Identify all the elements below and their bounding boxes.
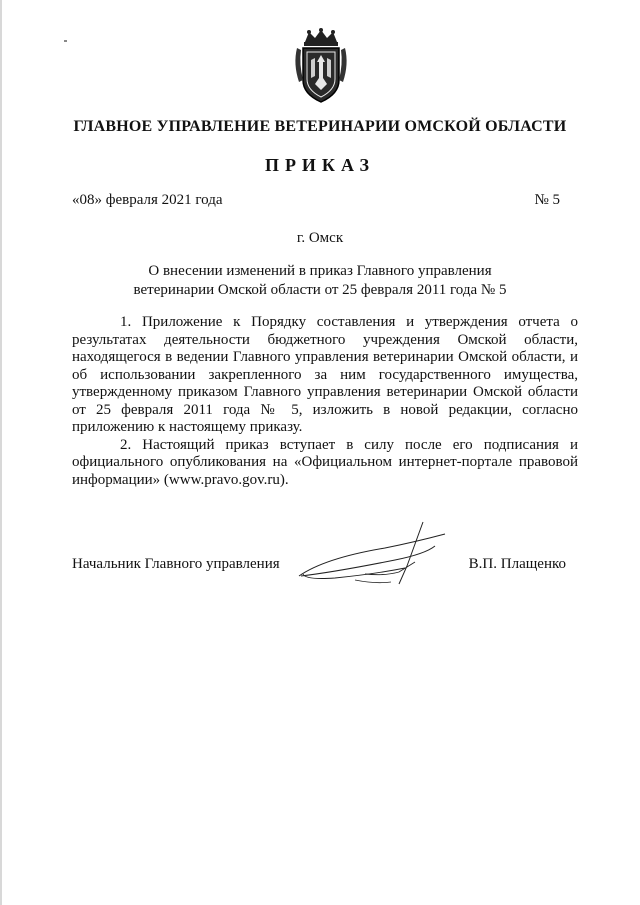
body-paragraph-1: 1. Приложение к Порядку составления и утверждения отчета о результатах деятельности бюджетного учреждения Омской области, находящегося в ведении Главного управления ветеринарии Омской области, и об использовании закрепленного за ним государственного имущества, утвержденному приказом Главного управления ветеринарии Омской области от 25 февраля 2011 года № 5, изложить в новой редакции, согласно приложению к настоящему приказу.: [72, 314, 578, 435]
coat-of-arms-icon: [291, 28, 351, 104]
signatory-name: В.П. Плащенко: [468, 556, 566, 572]
subject-line-2: ветеринарии Омской области от 25 февраля 2011 года № 5: [133, 282, 507, 298]
document-type: ПРИКАЗ: [264, 155, 376, 175]
signatory-position: Начальник Главного управления: [72, 556, 280, 572]
organization-title: ГЛАВНОЕ УПРАВЛЕНИЕ ВЕТЕРИНАРИИ ОМСКОЙ ОБЛАСТИ: [73, 118, 567, 135]
document-number: № 5: [534, 192, 560, 208]
handwritten-signature: [295, 518, 455, 590]
document-body: [72, 314, 578, 489]
document-date: «08» февраля 2021 года: [72, 192, 223, 208]
subject-line-1: О внесении изменений в приказ Главного управления: [148, 263, 492, 279]
document-city: г. Омск: [296, 230, 344, 246]
document-subject: [0, 262, 640, 300]
scan-speck: [64, 40, 67, 42]
body-paragraph-2: 2. Настоящий приказ вступает в силу после его подписания и официального опубликования на «Официальном интернет-портале правовой информации» (www.pravo.gov.ru).: [72, 436, 578, 488]
